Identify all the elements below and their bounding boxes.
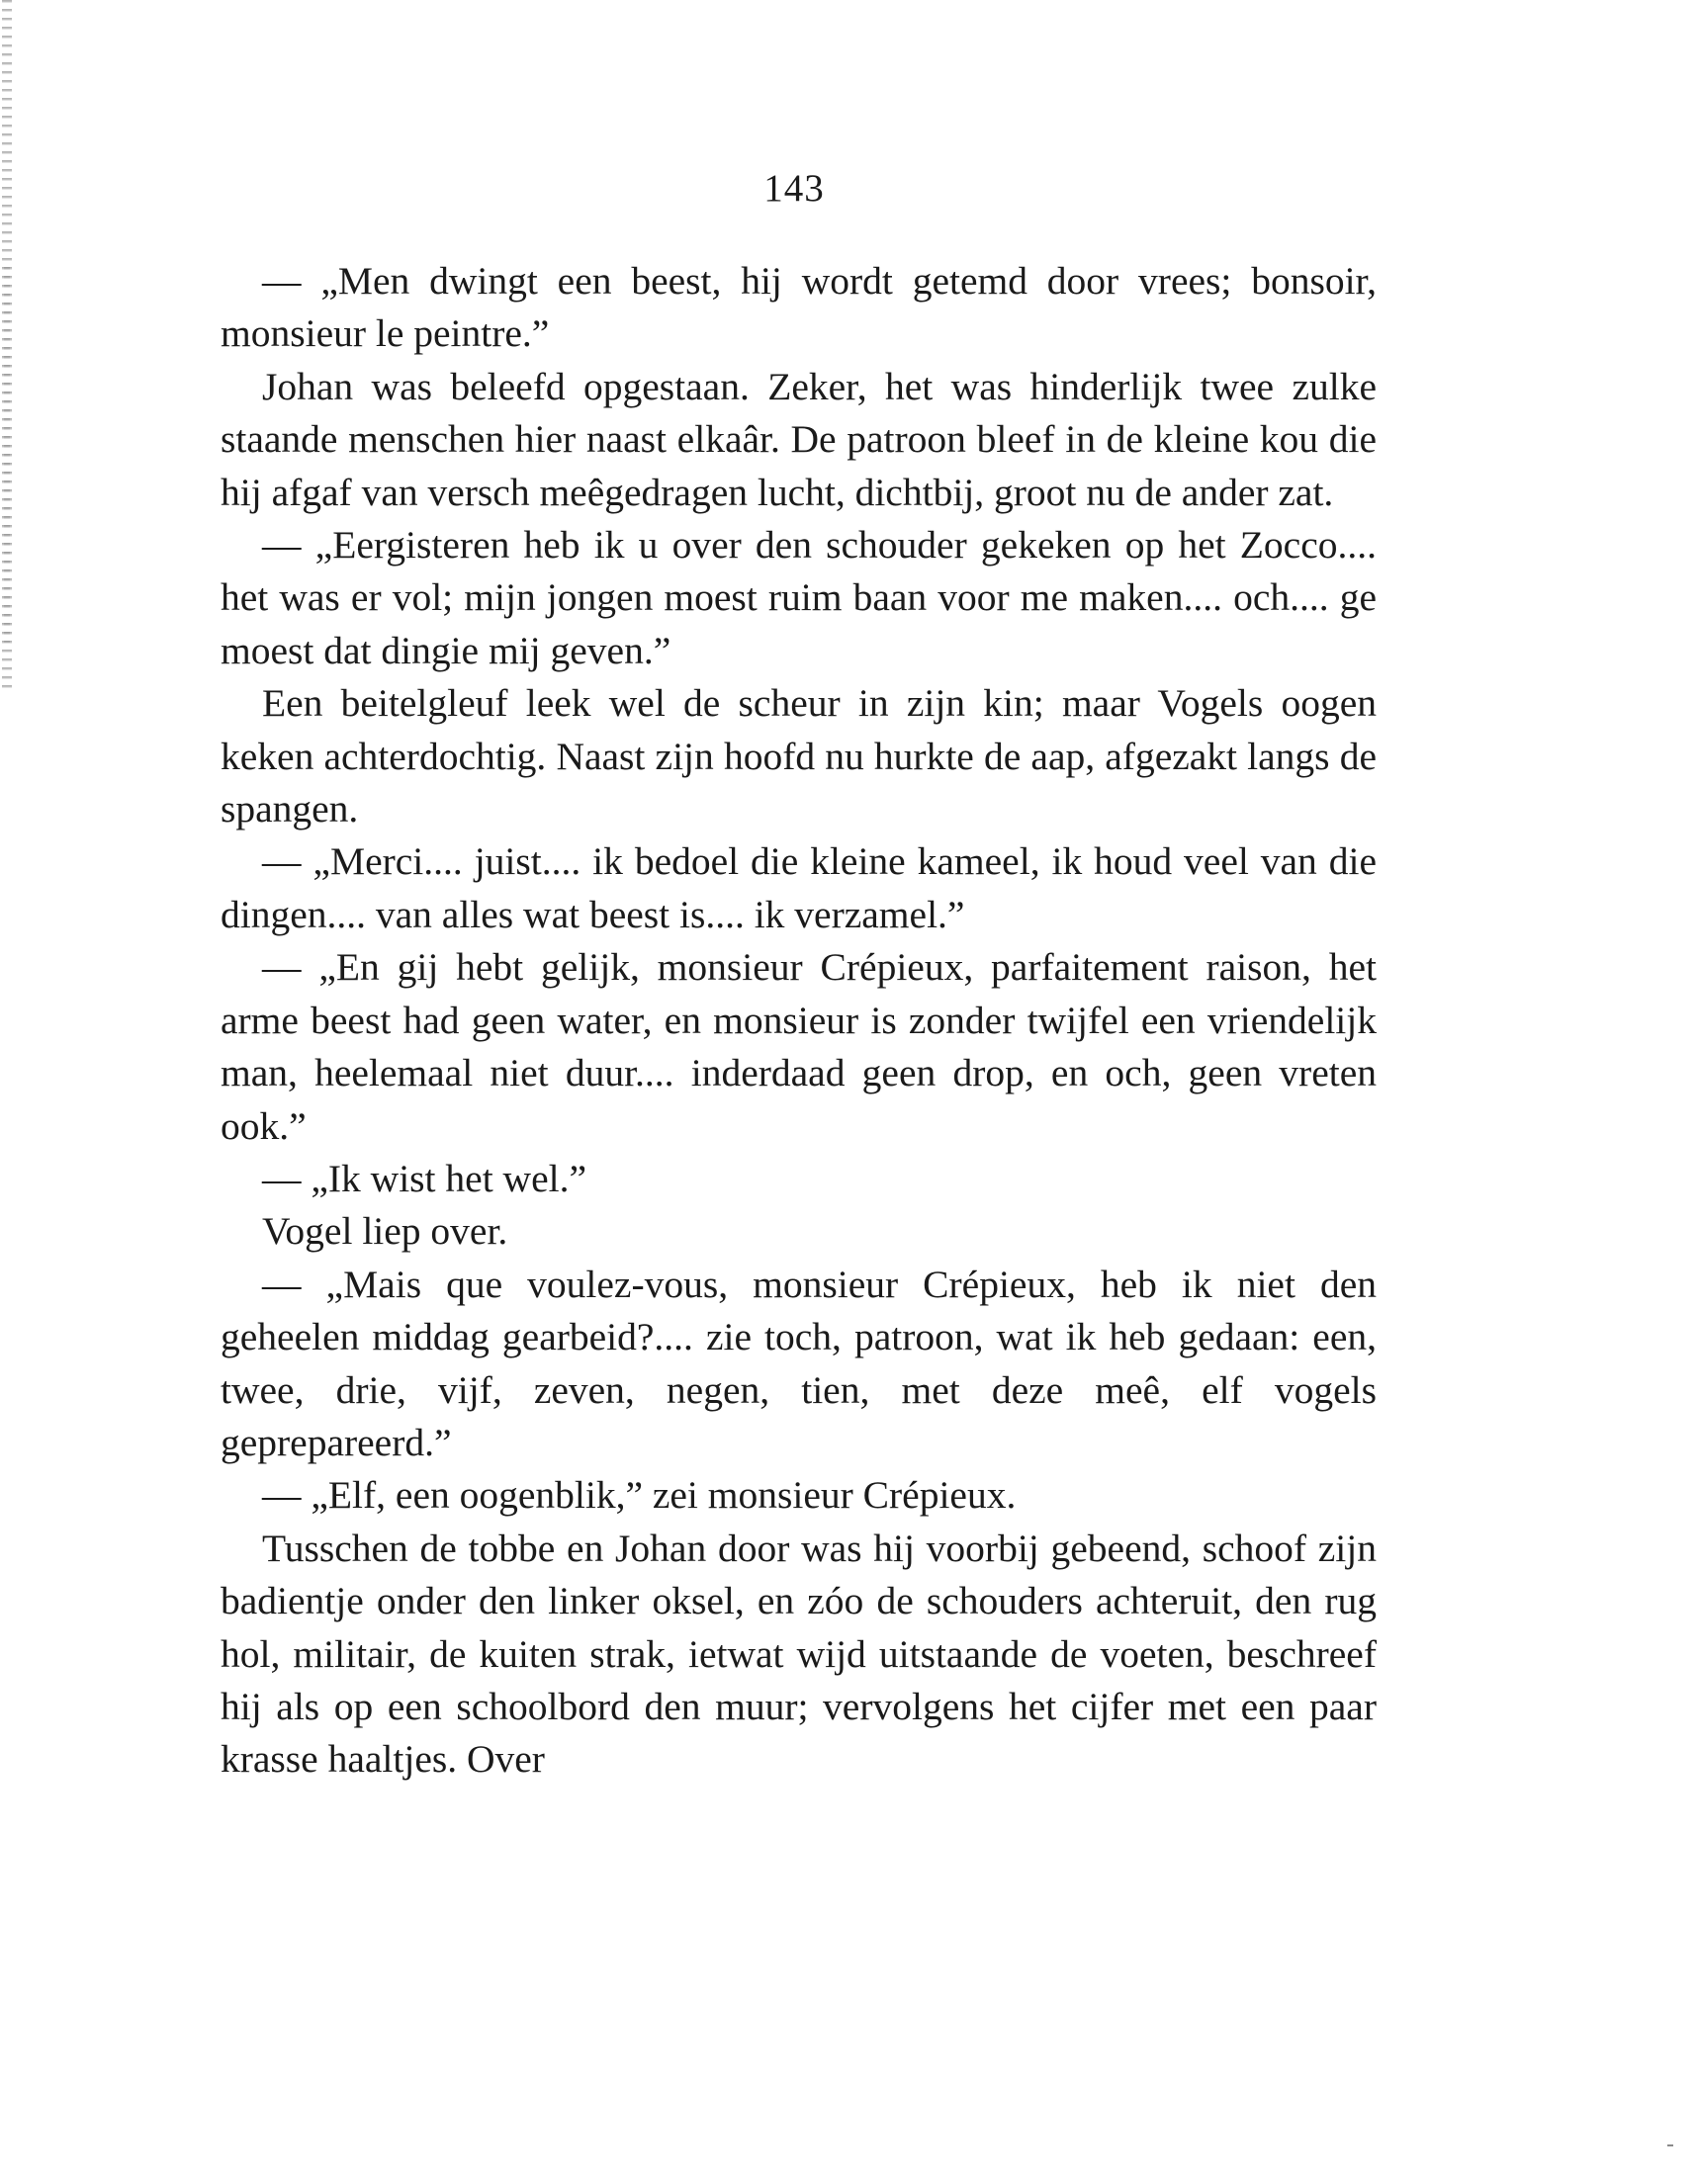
paragraph: — „Mais que voulez-vous, monsieur Crépieux, heb ik niet den geheelen middag gearbeid?.... zie toch, patroon, wat ik heb gedaan: een, twee, drie, vijf, zeven, negen, tien, met deze meê, elf vogels geprepareerd.” bbox=[221, 1262, 1377, 1464]
paragraph: Johan was beleefd opgestaan. Zeker, het was hinderlijk twee zulke staande menschen hier naast elkaâr. De patroon bleef in de kleine kou die hij afgaf van versch meêgedragen lucht, dichtbij, groot nu de ander zat. bbox=[221, 364, 1377, 514]
paragraph: — „Elf, een oogenblik,” zei monsieur Crépieux. bbox=[262, 1473, 1017, 1518]
paragraph: — „Ik wist het wel.” bbox=[262, 1156, 586, 1200]
body-text bbox=[221, 255, 1377, 1787]
paragraph: — „En gij hebt gelijk, monsieur Crépieux, parfaitement raison, het arme beest had geen water, en monsieur is zonder twijfel een vriendelijk man, heelemaal niet duur.... inderdaad geen drop, en och, geen vreten ook.” bbox=[221, 945, 1377, 1148]
paragraph: Een beitelgleuf leek wel de scheur in zijn kin; maar Vogels oogen keken achterdochtig. Naast zijn hoofd nu hurkte de aap, afgezakt langs de spangen. bbox=[221, 681, 1377, 831]
paragraph: — „Merci.... juist.... ik bedoel die kleine kameel, ik houd veel van die dingen.... van alles wat beest is.... ik verzamel.” bbox=[221, 839, 1377, 936]
scan-speck bbox=[1667, 2144, 1673, 2146]
paragraph: — „Eergisteren heb ik u over den schouder gekeken op het Zocco.... het was er vol; mijn jongen moest ruim baan voor me maken.... och.... ge moest dat dingie mij geven.” bbox=[221, 523, 1377, 672]
page-number: 143 bbox=[763, 167, 825, 210]
scan-edge-shadow-lower bbox=[4, 267, 10, 643]
paragraph: Vogel liep over. bbox=[262, 1209, 508, 1254]
paragraph: — „Men dwingt een beest, hij wordt getemd door vrees; bonsoir, monsieur le peintre.” bbox=[221, 259, 1377, 356]
paragraph: Tusschen de tobbe en Johan door was hij voorbij gebeend, schoof zijn badientje onder den linker oksel, en zóo de schouders achteruit, den rug hol, militair, de kuiten strak, ietwat wijd uitstaande de voeten, beschreef hij als op een schoolbord den muur; vervolgens het cijfer met een paar krasse haaltjes. Over bbox=[221, 1526, 1377, 1782]
